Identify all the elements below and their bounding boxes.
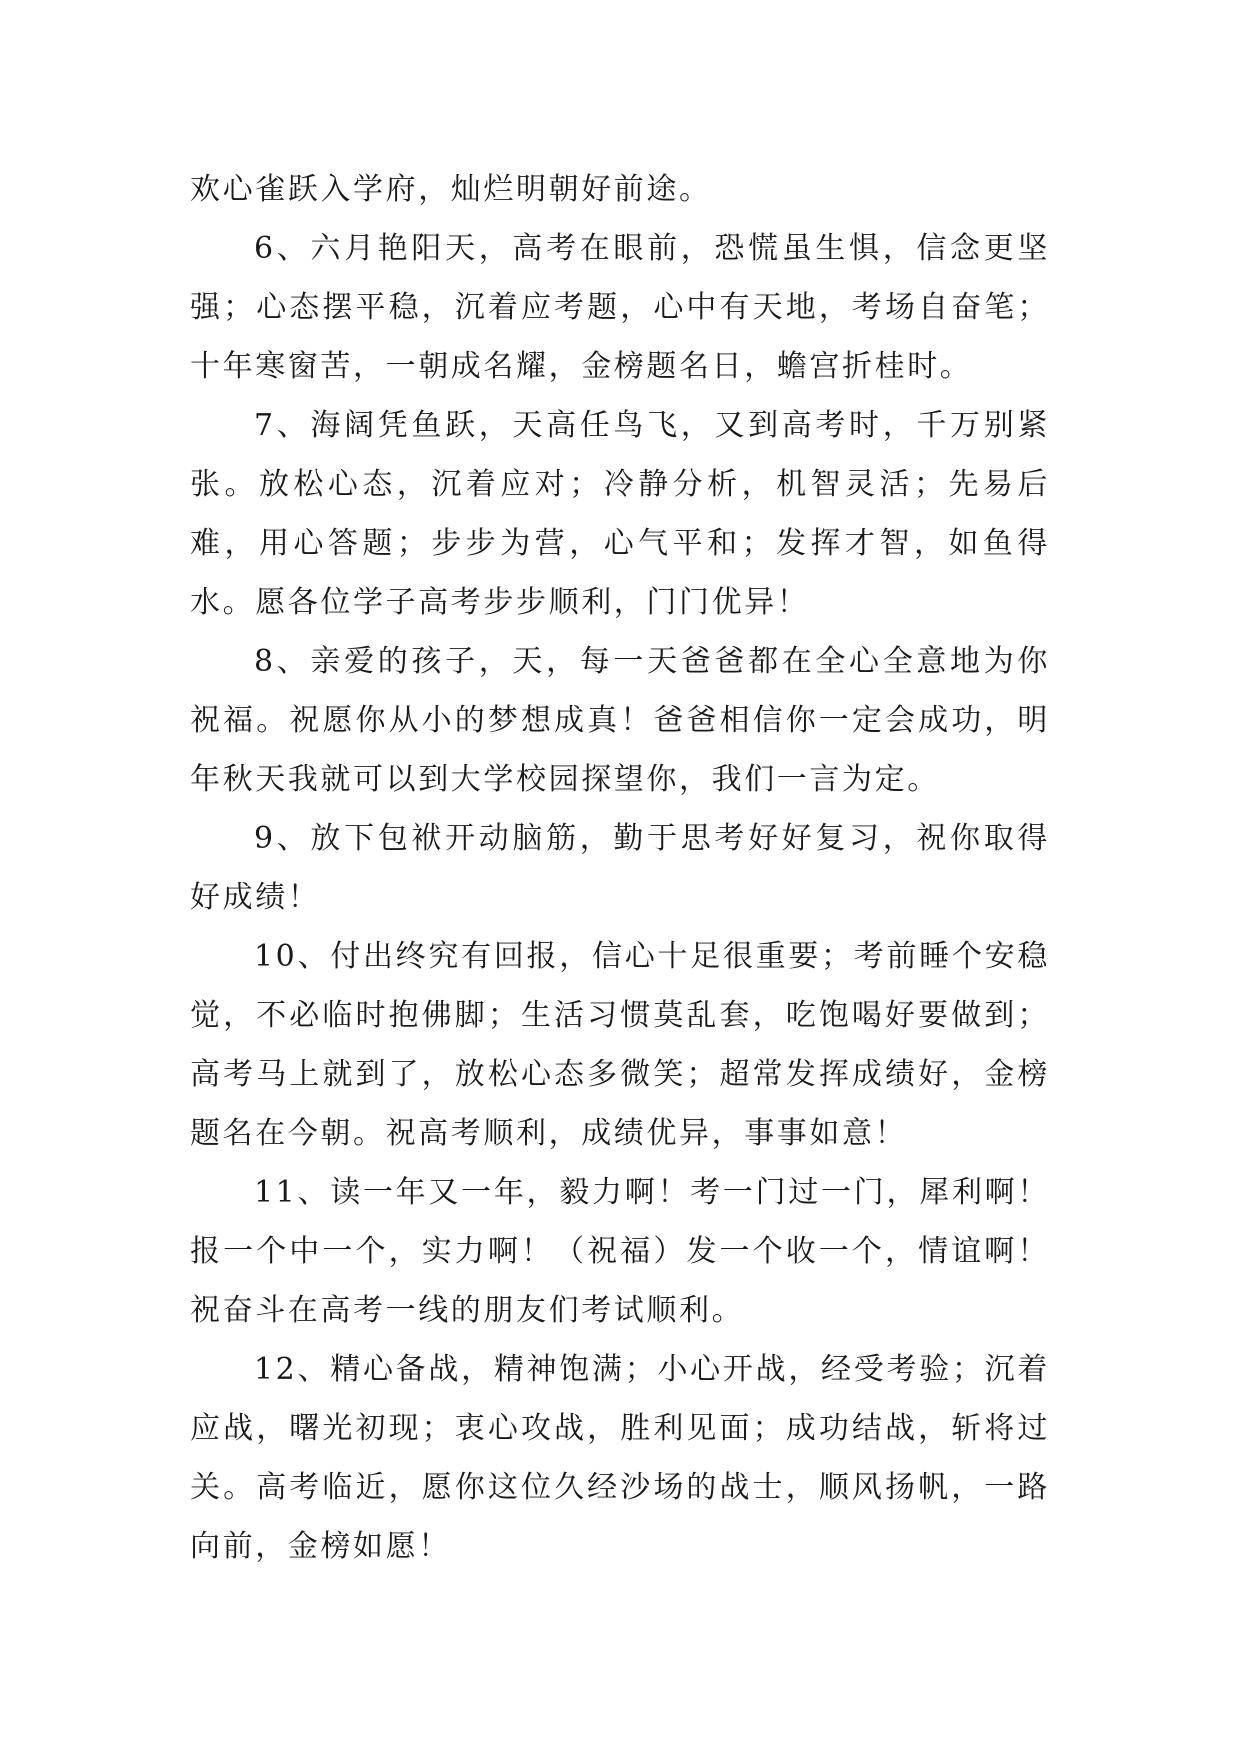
paragraph-6: 6、六月艳阳天，高考在眼前，恐慌虽生惧，信念更坚强；心态摆平稳，沉着应考题，心中有天地，考场自奋笔；十年寒窗苦，一朝成名耀，金榜题名日，蟾宫折桂时。 [190, 231, 1050, 384]
paragraph-9: 9、放下包袱开动脑筋，勤于思考好好复习，祝你取得好成绩！ [190, 821, 1050, 915]
paragraph-8: 8、亲爱的孩子，天，每一天爸爸都在全心全意地为你祝福。祝愿你从小的梦想成真！爸爸相信你一定会成功，明年秋天我就可以到大学校园探望你，我们一言为定。 [190, 644, 1050, 797]
document-page [190, 160, 1050, 1576]
paragraph-5-continuation: 欢心雀跃入学府，灿烂明朝好前途。 [190, 172, 712, 207]
paragraph-12: 12、精心备战，精神饱满；小心开战，经受考验；沉着应战，曙光初现；衷心攻战，胜利见面；成功结战，斩将过关。高考临近，愿你这位久经沙场的战士，顺风扬帆，一路向前，金榜如愿！ [190, 1352, 1050, 1564]
paragraph-10: 10、付出终究有回报，信心十足很重要；考前睡个安稳觉，不必临时抱佛脚；生活习惯莫乱套，吃饱喝好要做到；高考马上就到了，放松心态多微笑；超常发挥成绩好，金榜题名在今朝。祝高考顺利，成绩优异，事事如意！ [190, 939, 1050, 1151]
paragraph-11: 11、读一年又一年，毅力啊！考一门过一门，犀利啊！报一个中一个，实力啊！（祝福）发一个收一个，情谊啊！祝奋斗在高考一线的朋友们考试顺利。 [190, 1175, 1050, 1328]
paragraph-7: 7、海阔凭鱼跃，天高任鸟飞，又到高考时，千万别紧张。放松心态，沉着应对；冷静分析，机智灵活；先易后难，用心答题；步步为营，心气平和；发挥才智，如鱼得水。愿各位学子高考步步顺利，门门优异！ [190, 408, 1050, 620]
